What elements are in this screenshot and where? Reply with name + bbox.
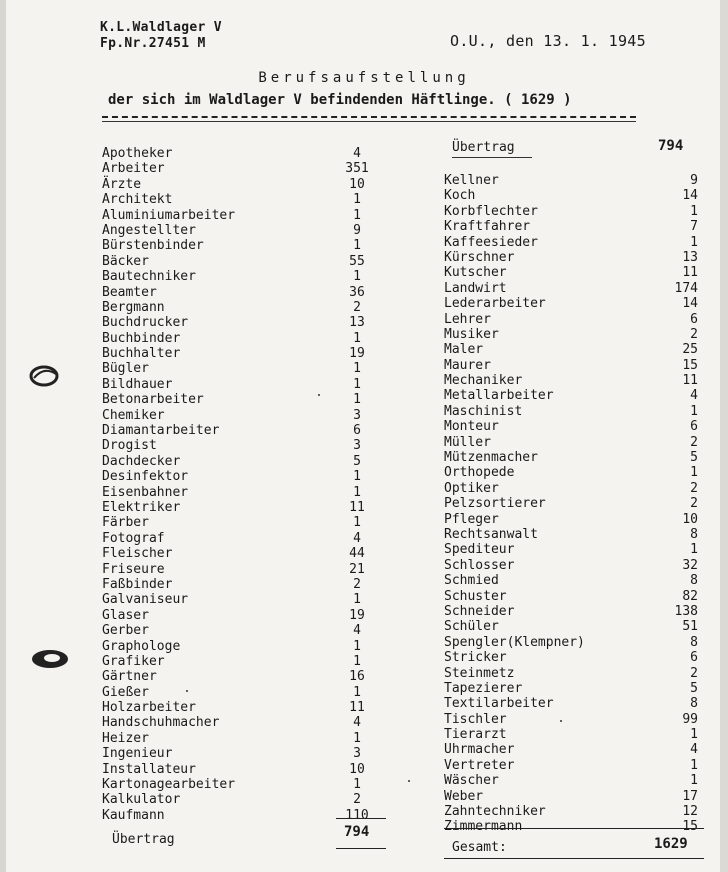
occupation-count: 2 [690,434,698,450]
occupation-name: Koch [444,188,476,204]
occupation-count: 1 [690,727,698,743]
occupation-count: 19 [349,607,365,623]
left-list-row [102,762,382,777]
left-list-row [102,654,382,669]
left-list-row [102,715,382,730]
occupation-count: 8 [690,634,698,650]
occupation-name: Mechaniker [444,373,523,389]
right-list-row [444,481,698,496]
left-list-row [102,315,382,330]
left-list-row [102,485,382,500]
occupation-name: Schmied [444,573,499,589]
occupation-count: 1 [690,542,698,558]
left-list-row [102,592,382,607]
occupation-count: 1 [353,592,361,608]
occupation-name: Rechtsanwalt [444,526,538,542]
occupation-name: Holzarbeiter [102,700,196,716]
left-list-row [102,700,382,715]
occupation-name: Graphologe [102,638,181,654]
occupation-count: 10 [349,176,365,192]
right-list-row [444,804,698,819]
right-list-row [444,204,698,219]
occupation-name: Kalkulator [102,792,181,808]
occupation-name: Angestellter [102,222,196,238]
occupation-name: Textilarbeiter [444,696,554,712]
occupation-name: Tapezierer [444,680,523,696]
left-carry-value: 794 [344,824,370,840]
right-page-edge [720,0,728,872]
occupation-count: 14 [682,296,698,312]
occupation-count: 82 [682,588,698,604]
occupation-name: Glaser [102,607,149,623]
date-line: O.U., den 13. 1. 1945 [450,32,646,50]
occupation-name: Installateur [102,761,196,777]
occupation-name: Elektriker [102,499,181,515]
total-line-top [444,828,704,829]
occupation-name: Mützenmacher [444,450,538,466]
occupation-name: Steinmetz [444,665,515,681]
occupation-count: 1 [353,469,361,485]
left-list-row [102,577,382,592]
left-list-row [102,192,382,207]
occupation-name: Galvaniseur [102,592,189,608]
right-carry-label: Übertrag [452,140,515,155]
right-list-row [444,450,698,465]
left-list-row [102,685,382,700]
occupation-count: 14 [682,188,698,204]
occupation-name: Eisenbahner [102,484,189,500]
occupation-name: Friseure [102,561,165,577]
right-list-row [444,435,698,450]
occupation-name: Uhrmacher [444,742,515,758]
occupation-count: 1 [353,777,361,793]
occupation-count: 17 [682,788,698,804]
occupation-name: Korbflechter [444,203,538,219]
occupation-name: Kartonagearbeiter [102,777,236,793]
occupation-count: 4 [690,742,698,758]
occupation-name: Lederarbeiter [444,296,546,312]
occupation-count: 9 [690,173,698,188]
left-list-row [102,331,382,346]
left-list-row [102,346,382,361]
occupation-count: 2 [690,326,698,342]
occupation-name: Schneider [444,603,515,619]
paper-speck [408,780,410,782]
right-list-row [444,666,698,681]
occupation-count: 99 [682,711,698,727]
occupation-count: 13 [682,249,698,265]
right-list-row [444,281,698,296]
occupation-name: Kaufmann [102,807,165,823]
occupation-name: Aluminiumarbeiter [102,207,236,223]
right-list-row [444,465,698,480]
right-list-row [444,327,698,342]
right-list-row [444,219,698,234]
occupation-count: 44 [349,546,365,562]
right-occupation-list [444,173,698,835]
occupation-name: Handschuhmacher [102,715,220,731]
occupation-count: 1 [353,638,361,654]
left-list-row [102,269,382,284]
occupation-count: 13 [349,315,365,331]
left-list-row [102,608,382,623]
left-list-row [102,623,382,638]
left-list-row [102,223,382,238]
left-list-row [102,254,382,269]
occupation-name: Betonarbeiter [102,392,204,408]
occupation-name: Bautechniker [102,269,196,285]
occupation-count: 36 [349,284,365,300]
left-list-row [102,669,382,684]
occupation-name: Drogist [102,438,157,454]
occupation-name: Musiker [444,326,499,342]
occupation-name: Schüler [444,619,499,635]
occupation-name: Ingenieur [102,746,173,762]
occupation-count: 1 [353,207,361,223]
occupation-name: Desinfektor [102,469,189,485]
right-list-row [444,188,698,203]
occupation-name: Lehrer [444,311,491,327]
occupation-name: Fleischer [102,546,173,562]
occupation-count: 1 [353,484,361,500]
occupation-count: 1 [690,403,698,419]
occupation-count: 2 [690,480,698,496]
occupation-count: 55 [349,253,365,269]
right-list-row [444,388,698,403]
occupation-name: Tischler [444,711,507,727]
occupation-count: 2 [690,665,698,681]
right-list-row [444,650,698,665]
right-list-row [444,312,698,327]
left-sum-line-bottom [336,848,386,849]
occupation-name: Gerber [102,623,149,639]
right-list-row [444,696,698,711]
occupation-count: 21 [349,561,365,577]
occupation-count: 2 [353,576,361,592]
occupation-count: 10 [682,511,698,527]
left-list-row [102,177,382,192]
right-list-row [444,758,698,773]
occupation-name: Bürstenbinder [102,238,204,254]
occupation-count: 4 [353,146,361,161]
occupation-name: Vertreter [444,757,515,773]
occupation-count: 12 [682,804,698,820]
occupation-count: 1 [353,730,361,746]
occupation-count: 6 [690,311,698,327]
occupation-name: Buchdrucker [102,315,189,331]
left-list-row [102,208,382,223]
occupation-count: 1 [353,238,361,254]
occupation-name: Spengler(Klempner) [444,634,585,650]
occupation-count: 1 [353,361,361,377]
occupation-count: 4 [690,388,698,404]
occupation-name: Maler [444,342,484,358]
occupation-name: Stricker [444,650,507,666]
occupation-name: Gärtner [102,669,157,685]
left-list-row [102,515,382,530]
right-list-row [444,773,698,788]
right-list-row [444,512,698,527]
left-list-row [102,808,382,823]
occupation-name: Zahntechniker [444,804,546,820]
occupation-count: 1 [353,653,361,669]
occupation-count: 3 [353,438,361,454]
paper-speck [560,720,562,722]
left-list-row [102,423,382,438]
occupation-name: Schlosser [444,557,515,573]
occupation-count: 15 [682,819,698,835]
total-line-bottom [444,858,704,859]
occupation-count: 2 [690,496,698,512]
occupation-count: 7 [690,219,698,235]
occupation-name: Weber [444,788,484,804]
left-list-row [102,792,382,807]
right-list-row [444,604,698,619]
occupation-count: 1 [353,192,361,208]
occupation-count: 1 [353,684,361,700]
right-list-row [444,173,698,188]
right-list-row [444,558,698,573]
occupation-count: 6 [690,650,698,666]
left-list-row [102,161,382,176]
title-rule-solid [102,121,636,122]
left-list-row [102,377,382,392]
left-list-row [102,408,382,423]
left-list-row [102,361,382,376]
punch-hole-mark-top [28,362,62,390]
occupation-count: 10 [349,761,365,777]
occupation-count: 1 [353,392,361,408]
occupation-count: 5 [690,680,698,696]
right-list-row [444,235,698,250]
occupation-count: 1 [353,515,361,531]
occupation-name: Kutscher [444,265,507,281]
occupation-name: Optiker [444,480,499,496]
occupation-name: Wäscher [444,773,499,789]
right-list-row [444,635,698,650]
occupation-count: 3 [353,407,361,423]
left-carry-label: Übertrag [112,832,175,847]
occupation-count: 2 [353,792,361,808]
right-list-row [444,573,698,588]
left-list-row [102,300,382,315]
right-list-row [444,527,698,542]
occupation-count: 9 [353,222,361,238]
occupation-name: Faßbinder [102,576,173,592]
right-list-row [444,296,698,311]
right-list-row [444,712,698,727]
occupation-name: Fotograf [102,530,165,546]
total-label: Gesamt: [452,840,507,855]
occupation-name: Monteur [444,419,499,435]
left-page-edge [0,0,6,872]
left-occupation-list [102,146,382,823]
left-list-row [102,469,382,484]
left-list-row [102,531,382,546]
occupation-count: 2 [353,299,361,315]
occupation-name: Heizer [102,730,149,746]
occupation-count: 6 [353,423,361,439]
occupation-name: Müller [444,434,491,450]
title-rule-dashed [102,116,636,118]
occupation-name: Arbeiter [102,161,165,177]
occupation-count: 8 [690,573,698,589]
occupation-name: Schuster [444,588,507,604]
right-list-row [444,681,698,696]
total-value: 1629 [654,836,688,852]
occupation-name: Architekt [102,192,173,208]
occupation-name: Spediteur [444,542,515,558]
occupation-count: 1 [690,234,698,250]
occupation-count: 1 [690,203,698,219]
occupation-count: 8 [690,696,698,712]
left-list-row [102,285,382,300]
left-list-row [102,500,382,515]
occupation-name: Maurer [444,357,491,373]
occupation-name: Apotheker [102,146,173,161]
punch-hole-mark-bottom [28,644,74,674]
left-sum-line-top [336,818,386,819]
occupation-count: 351 [345,161,369,177]
occupation-count: 3 [353,746,361,762]
right-list-row [444,265,698,280]
left-list-row [102,746,382,761]
occupation-count: 1 [353,376,361,392]
occupation-count: 11 [682,265,698,281]
occupation-name: Färber [102,515,149,531]
occupation-count: 1 [690,757,698,773]
occupation-name: Maschinist [444,403,523,419]
occupation-count: 11 [349,700,365,716]
occupation-name: Landwirt [444,280,507,296]
left-list-row [102,731,382,746]
occupation-name: Orthopede [444,465,515,481]
occupation-count: 11 [682,373,698,389]
occupation-name: Bäcker [102,253,149,269]
left-list-row [102,546,382,561]
occupation-count: 4 [353,715,361,731]
sender-line-1: K.L.Waldlager V [100,20,222,35]
occupation-name: Zimmermann [444,819,523,835]
occupation-name: Kürschner [444,249,515,265]
right-list-row [444,589,698,604]
occupation-name: Bergmann [102,299,165,315]
occupation-count: 1 [353,269,361,285]
occupation-count: 16 [349,669,365,685]
right-list-row [444,619,698,634]
occupation-count: 1 [690,465,698,481]
document-title: Berufsaufstellung [258,70,470,86]
left-list-row [102,777,382,792]
right-carry-underline [452,157,532,158]
occupation-count: 4 [353,623,361,639]
occupation-name: Metallarbeiter [444,388,554,404]
right-list-row [444,542,698,557]
occupation-count: 19 [349,346,365,362]
occupation-count: 6 [690,419,698,435]
right-list-row [444,789,698,804]
occupation-count: 5 [353,453,361,469]
occupation-name: Bildhauer [102,376,173,392]
occupation-name: Buchhalter [102,346,181,362]
occupation-name: Ärzte [102,176,142,192]
occupation-name: Grafiker [102,653,165,669]
paper-speck [318,394,320,396]
occupation-name: Kraftfahrer [444,219,531,235]
occupation-count: 5 [690,450,698,466]
occupation-count: 25 [682,342,698,358]
right-list-row [444,404,698,419]
left-list-row [102,639,382,654]
occupation-count: 8 [690,526,698,542]
left-list-row [102,146,382,161]
occupation-count: 15 [682,357,698,373]
occupation-name: Diamantarbeiter [102,423,220,439]
right-list-row [444,358,698,373]
left-list-row [102,562,382,577]
occupation-count: 174 [674,280,698,296]
occupation-name: Pelzsortierer [444,496,546,512]
occupation-count: 4 [353,530,361,546]
occupation-count: 1 [690,773,698,789]
right-list-row [444,742,698,757]
left-list-row [102,238,382,253]
occupation-name: Kaffeesieder [444,234,538,250]
right-list-row [444,250,698,265]
document-subtitle: der sich im Waldlager V befindenden Häftlinge. ( 1629 ) [108,92,572,108]
occupation-count: 110 [345,807,369,823]
occupation-count: 11 [349,499,365,515]
occupation-name: Pfleger [444,511,499,527]
occupation-name: Dachdecker [102,453,181,469]
occupation-name: Kellner [444,173,499,188]
right-carry-value: 794 [658,138,684,154]
occupation-name: Buchbinder [102,330,181,346]
paper-speck [186,690,188,692]
right-list-row [444,496,698,511]
right-list-row [444,342,698,357]
left-list-row [102,454,382,469]
occupation-count: 1 [353,330,361,346]
sender-line-2: Fp.Nr.27451 M [100,36,206,51]
occupation-name: Tierarzt [444,727,507,743]
right-list-row [444,373,698,388]
occupation-name: Bügler [102,361,149,377]
left-list-row [102,438,382,453]
occupation-name: Beamter [102,284,157,300]
right-list-row [444,727,698,742]
occupation-name: Gießer [102,684,149,700]
occupation-count: 138 [674,603,698,619]
left-list-row [102,392,382,407]
right-list-row [444,419,698,434]
occupation-count: 51 [682,619,698,635]
occupation-name: Chemiker [102,407,165,423]
occupation-count: 32 [682,557,698,573]
